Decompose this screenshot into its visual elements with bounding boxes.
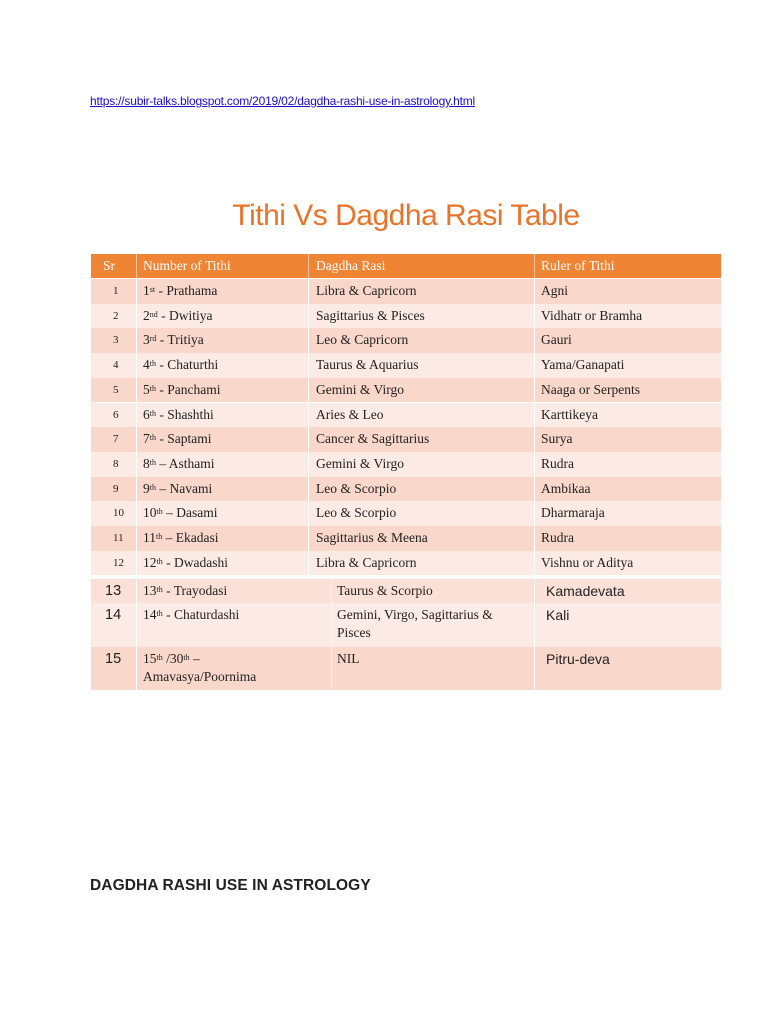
tithi-ordinal: th [156, 653, 163, 662]
row-rasi: Taurus & Aquarius [316, 357, 419, 373]
header-tithi: Number of Tithi [143, 258, 231, 273]
tithi-ordinal: th [156, 609, 163, 618]
row-sr: 1 [113, 285, 119, 297]
tithi-name: – Ekadasi [162, 530, 219, 545]
tithi-number: 14 [143, 607, 157, 622]
tithi-name: – Asthami [155, 455, 215, 471]
tithi-name: - Dwitiya [157, 307, 213, 323]
tithi-number: 3 [143, 332, 150, 348]
tithi-ordinal: th [156, 585, 163, 594]
row-divider [136, 403, 137, 428]
row-rasi: Cancer & Sagittarius [316, 431, 430, 447]
row-sr: 8 [113, 457, 119, 470]
row-divider [136, 579, 137, 603]
tithi-ordinal: st [149, 285, 156, 294]
row-sr: 5 [113, 383, 119, 396]
row-sr: 3 [113, 334, 119, 347]
tithi-number: 1 [143, 283, 150, 298]
row-divider [136, 304, 137, 329]
tithi-number: 8 [143, 455, 150, 471]
tithi-ordinal: th [149, 482, 156, 492]
tithi-ordinal: th [149, 359, 156, 369]
table-header-row [91, 254, 721, 278]
row-rasi: Libra & Capricorn [316, 554, 417, 570]
tithi-number: 15 [143, 651, 157, 666]
tithi-name: - Chaturthi [155, 357, 219, 373]
row-divider [136, 427, 137, 452]
row-divider [534, 526, 535, 551]
tithi-name: - Panchami [155, 381, 221, 397]
table-row [91, 378, 721, 403]
row-ruler: Karttikeya [541, 406, 598, 422]
article-link[interactable]: https://subir-talks.blogspot.com/2019/02/dagdha-rashi-use-in-astrology.html [90, 94, 475, 108]
row-divider [136, 551, 137, 576]
row-divider [136, 477, 137, 502]
tithi-ordinal: th [149, 383, 156, 393]
table-row [91, 551, 721, 576]
row-divider [308, 378, 309, 403]
table-row [91, 279, 721, 304]
tithi-number: 12 [143, 554, 157, 570]
row-rasi: Taurus & Scorpio [337, 583, 433, 598]
tithi-number: 7 [143, 431, 150, 447]
tithi-ordinal: th [149, 457, 156, 467]
tithi-name: - Saptami [155, 431, 212, 447]
row-sr: 11 [113, 532, 124, 544]
row-ruler: Kamadevata [546, 583, 625, 599]
row-tithi [143, 427, 211, 452]
tithi-number: 5 [143, 381, 150, 397]
row-divider [534, 647, 535, 690]
row-sr: 7 [113, 433, 119, 446]
row-divider [534, 279, 535, 304]
tithi-name: - Tritiya [156, 332, 204, 348]
header-divider [534, 254, 535, 278]
row-ruler: Gauri [541, 332, 572, 348]
row-divider [308, 403, 309, 428]
tithi-ordinal: th [156, 532, 163, 541]
row-divider [308, 477, 309, 502]
tithi-ordinal: th [156, 507, 163, 517]
row-ruler: Surya [541, 431, 573, 447]
row-divider [331, 647, 332, 690]
tithi-ordinal: nd [149, 309, 158, 319]
row-sr: 12 [113, 556, 124, 569]
header-rasi: Dagdha Rasi [316, 258, 386, 273]
row-divider [534, 328, 535, 353]
table-title: Tithi Vs Dagdha Rasi Table [232, 199, 580, 232]
row-ruler: Kali [546, 607, 570, 623]
row-divider [534, 551, 535, 576]
row-ruler: Vidhatr or Bramha [541, 307, 643, 323]
tithi-number: 4 [143, 357, 150, 373]
row-rasi: Sagittarius & Pisces [316, 307, 425, 323]
row-ruler: Pitru-deva [546, 651, 610, 667]
tithi-name: – Amavasya/Poornima [143, 651, 257, 684]
row-divider [308, 526, 309, 551]
row-divider [534, 603, 535, 647]
tithi-name: – Navami [155, 480, 213, 496]
row-divider [136, 603, 137, 647]
row-ruler: Dharmaraja [541, 505, 605, 521]
row-sr: 9 [113, 482, 119, 495]
row-tithi [143, 501, 217, 526]
row-divider [534, 501, 535, 526]
row-rasi: Leo & Capricorn [316, 332, 409, 348]
table-row [91, 526, 721, 551]
tithi-name: - Prathama [155, 283, 218, 298]
row-rasi: Gemini & Virgo [316, 381, 404, 397]
row-divider [534, 304, 535, 329]
table-row [91, 427, 721, 452]
tithi-ordinal: th [156, 556, 163, 566]
row-ruler: Rudra [541, 455, 574, 471]
row-divider [534, 477, 535, 502]
header-sr: Sr [103, 258, 116, 273]
table-row [91, 403, 721, 428]
row-divider [534, 579, 535, 603]
tithi-number: /30 [162, 651, 184, 666]
tithi-name: - Trayodasi [162, 583, 228, 598]
row-divider [308, 551, 309, 576]
tithi-ordinal: rd [149, 334, 157, 344]
row-tithi [143, 403, 214, 428]
row-tithi [143, 477, 212, 502]
row-divider [534, 403, 535, 428]
row-sr: 4 [113, 359, 119, 372]
row-tithi [143, 606, 313, 624]
row-divider [534, 353, 535, 378]
row-divider [308, 328, 309, 353]
row-rasi: NIL [337, 651, 360, 666]
row-rasi: Libra & Capricorn [316, 283, 417, 298]
row-sr: 10 [113, 507, 124, 520]
row-divider [308, 427, 309, 452]
row-sr: 6 [113, 408, 119, 421]
row-divider [308, 353, 309, 378]
tithi-number: 9 [143, 480, 150, 496]
row-tithi [143, 582, 313, 600]
row-divider [136, 279, 137, 304]
row-divider [308, 452, 309, 477]
tithi-ordinal: th [149, 408, 156, 418]
row-divider [136, 501, 137, 526]
tithi-number: 6 [143, 406, 150, 422]
row-divider [136, 452, 137, 477]
row-rasi: Aries & Leo [316, 406, 384, 422]
header-ruler: Ruler of Tithi [541, 258, 615, 273]
row-rasi: Gemini & Virgo [316, 455, 404, 471]
tithi-number: 11 [143, 530, 156, 545]
table-row [91, 603, 721, 647]
row-tithi [143, 353, 218, 378]
table-row [91, 452, 721, 477]
row-rasi: Gemini, Virgo, Sagittarius & Pisces [337, 607, 493, 640]
row-divider [534, 452, 535, 477]
row-ruler: Vishnu or Aditya [541, 554, 634, 570]
table-row [91, 477, 721, 502]
tithi-name: – Dasami [162, 505, 218, 521]
tithi-ordinal: th [149, 433, 156, 443]
row-tithi [143, 650, 313, 686]
row-divider [136, 526, 137, 551]
row-tithi [143, 378, 220, 403]
row-divider [534, 427, 535, 452]
row-divider [534, 378, 535, 403]
table-row [91, 304, 721, 329]
tithi-ordinal: th [183, 653, 190, 662]
row-divider [136, 378, 137, 403]
row-ruler: Naaga or Serpents [541, 381, 640, 397]
tithi-number: 13 [143, 583, 157, 598]
row-ruler: Rudra [541, 530, 574, 545]
row-rasi: Leo & Scorpio [316, 505, 397, 521]
row-ruler: Yama/Ganapati [541, 357, 625, 373]
header-divider [136, 254, 137, 278]
row-sr: 14 [105, 607, 122, 623]
row-sr: 2 [113, 309, 119, 322]
row-divider [308, 501, 309, 526]
row-tithi [143, 452, 215, 477]
row-ruler: Ambikaa [541, 480, 591, 496]
row-tithi [143, 279, 217, 304]
table-row [91, 328, 721, 353]
tithi-name: - Shashthi [155, 406, 214, 422]
row-divider [136, 647, 137, 690]
table-row [91, 647, 721, 690]
tithi-number: 2 [143, 307, 150, 323]
table-row [91, 501, 721, 526]
row-tithi [143, 304, 213, 329]
row-tithi [143, 328, 204, 353]
row-divider [331, 579, 332, 603]
tithi-table-image [91, 190, 721, 690]
table-row [91, 579, 721, 603]
row-ruler: Agni [541, 283, 568, 298]
row-tithi [143, 551, 228, 576]
tithi-number: 10 [143, 505, 157, 521]
row-divider [136, 353, 137, 378]
row-divider [308, 279, 309, 304]
row-rasi: Sagittarius & Meena [316, 530, 428, 545]
row-tithi [143, 526, 218, 551]
header-divider [308, 254, 309, 278]
row-divider [331, 603, 332, 647]
row-sr: 13 [105, 583, 122, 599]
tithi-name: - Dwadashi [162, 554, 228, 570]
section-heading: DAGDHA RASHI USE IN ASTROLOGY [90, 877, 371, 894]
table-row [91, 353, 721, 378]
tithi-name: - Chaturdashi [162, 607, 240, 622]
row-divider [308, 304, 309, 329]
row-divider [136, 328, 137, 353]
row-sr: 15 [105, 651, 122, 667]
row-rasi: Leo & Scorpio [316, 480, 397, 496]
